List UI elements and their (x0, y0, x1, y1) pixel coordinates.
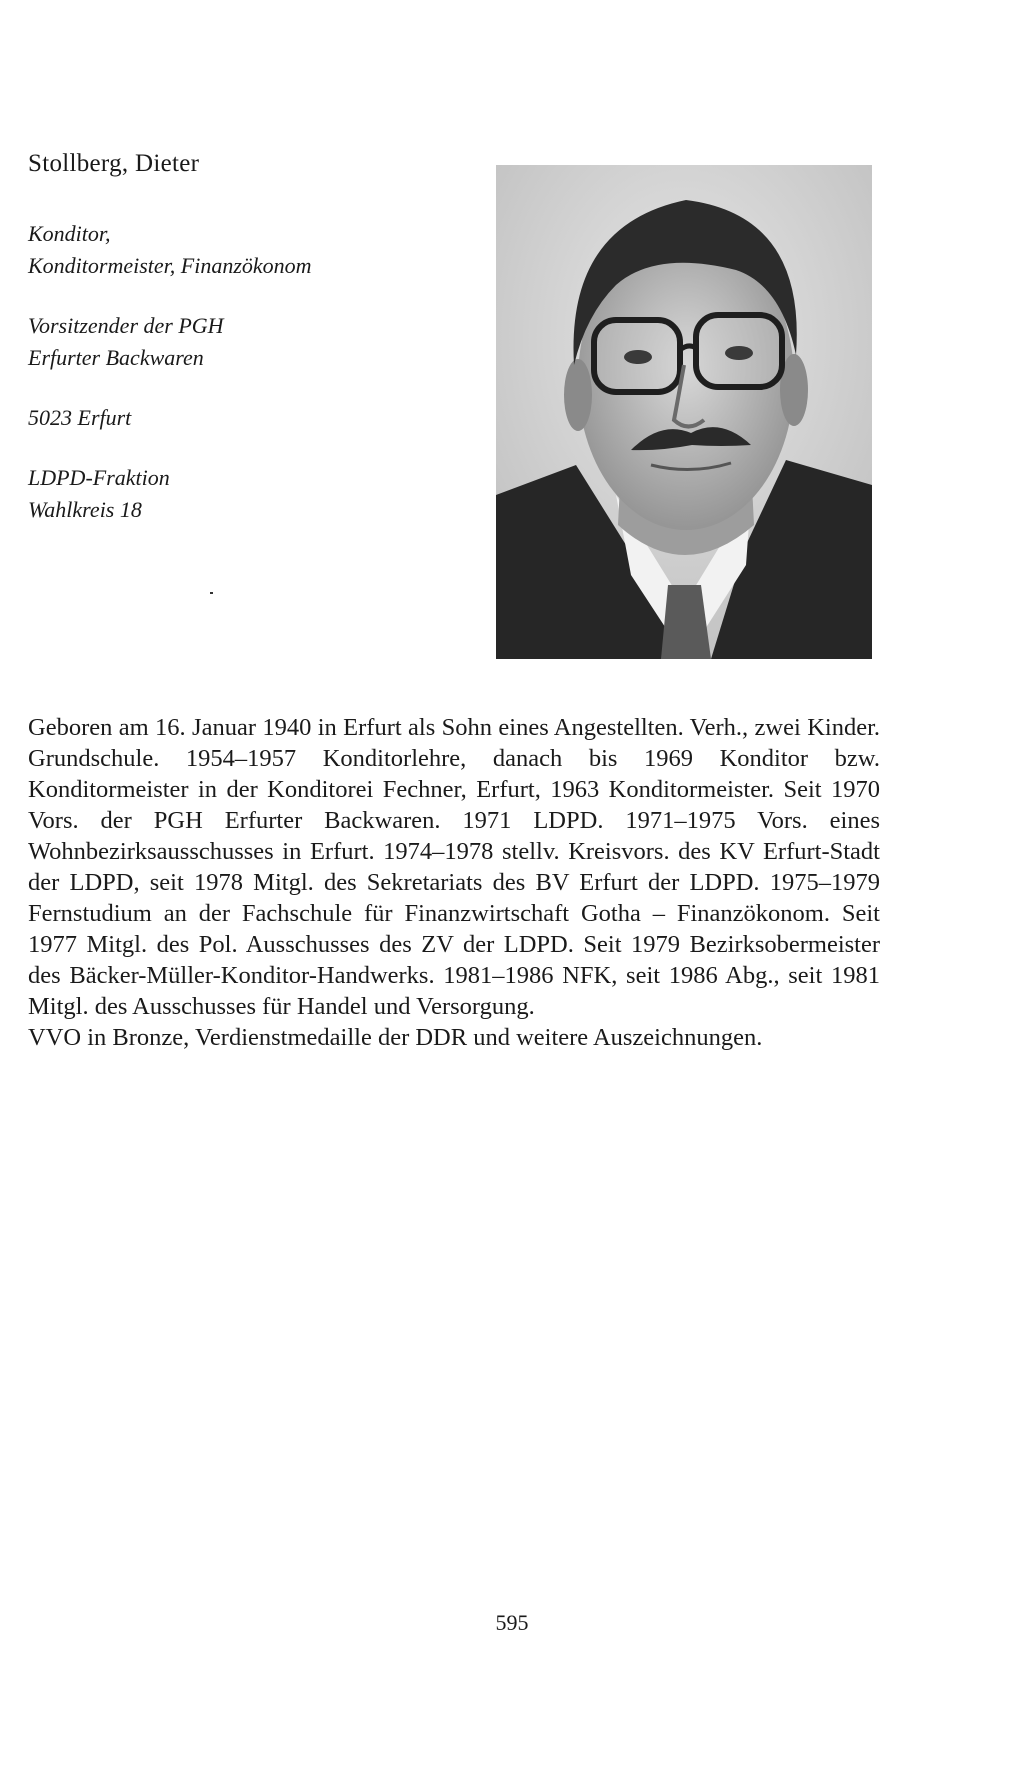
person-name: Stollberg, Dieter (28, 150, 200, 177)
portrait-icon (496, 165, 872, 659)
profession-line-1: Konditor, (28, 221, 111, 246)
constituency: Wahlkreis 18 (28, 497, 142, 522)
portrait-photo (496, 165, 872, 659)
faction-block (28, 462, 468, 526)
position-line-1: Vorsitzender der PGH (28, 313, 224, 338)
biography (28, 712, 880, 1053)
profession (28, 218, 468, 282)
faction: LDPD-Fraktion (28, 465, 170, 490)
location-text: 5023 Erfurt (28, 405, 132, 430)
profession-line-2: Konditormeister, Finanzökonom (28, 253, 312, 278)
location (28, 402, 468, 434)
position (28, 310, 468, 374)
entry-details (28, 218, 468, 554)
page-number: 595 (495, 1610, 529, 1635)
biography-main: Geboren am 16. Januar 1940 in Erfurt als Sohn eines Angestellten. Verh., zwei Kinder. Grundschule. 1954–1957 Konditorlehre, danach bis 1969 Konditor bzw. Konditormeister in der Konditorei Fechner, Erfurt, 1963 Konditormeister. Seit 1970 Vors. der PGH Erfurter Backwaren. 1971 LDPD. 1971–1975 Vors. eines Wohnbezirksausschusses in Erfurt. 1974–1978 stellv. Kreisvors. des KV Erfurt-Stadt der LDPD, seit 1978 Mitgl. des Sekretariats des BV Erfurt der LDPD. 1975–1979 Fernstudium an der Fachschule für Finanzwirtschaft Gotha – Finanzökonom. Seit 1977 Mitgl. des Pol. Ausschusses des ZV der LDPD. Seit 1979 Bezirksobermeister des Bäcker-Müller-Konditor-Handwerks. 1981–1986 NFK, seit 1986 Abg., seit 1981 Mitgl. des Ausschusses für Handel und Versorgung. (28, 714, 880, 1020)
position-line-2: Erfurter Backwaren (28, 345, 204, 370)
stray-mark (210, 592, 213, 594)
biography-awards: VVO in Bronze, Verdienstmedaille der DDR und weitere Auszeichnungen. (28, 1024, 763, 1051)
